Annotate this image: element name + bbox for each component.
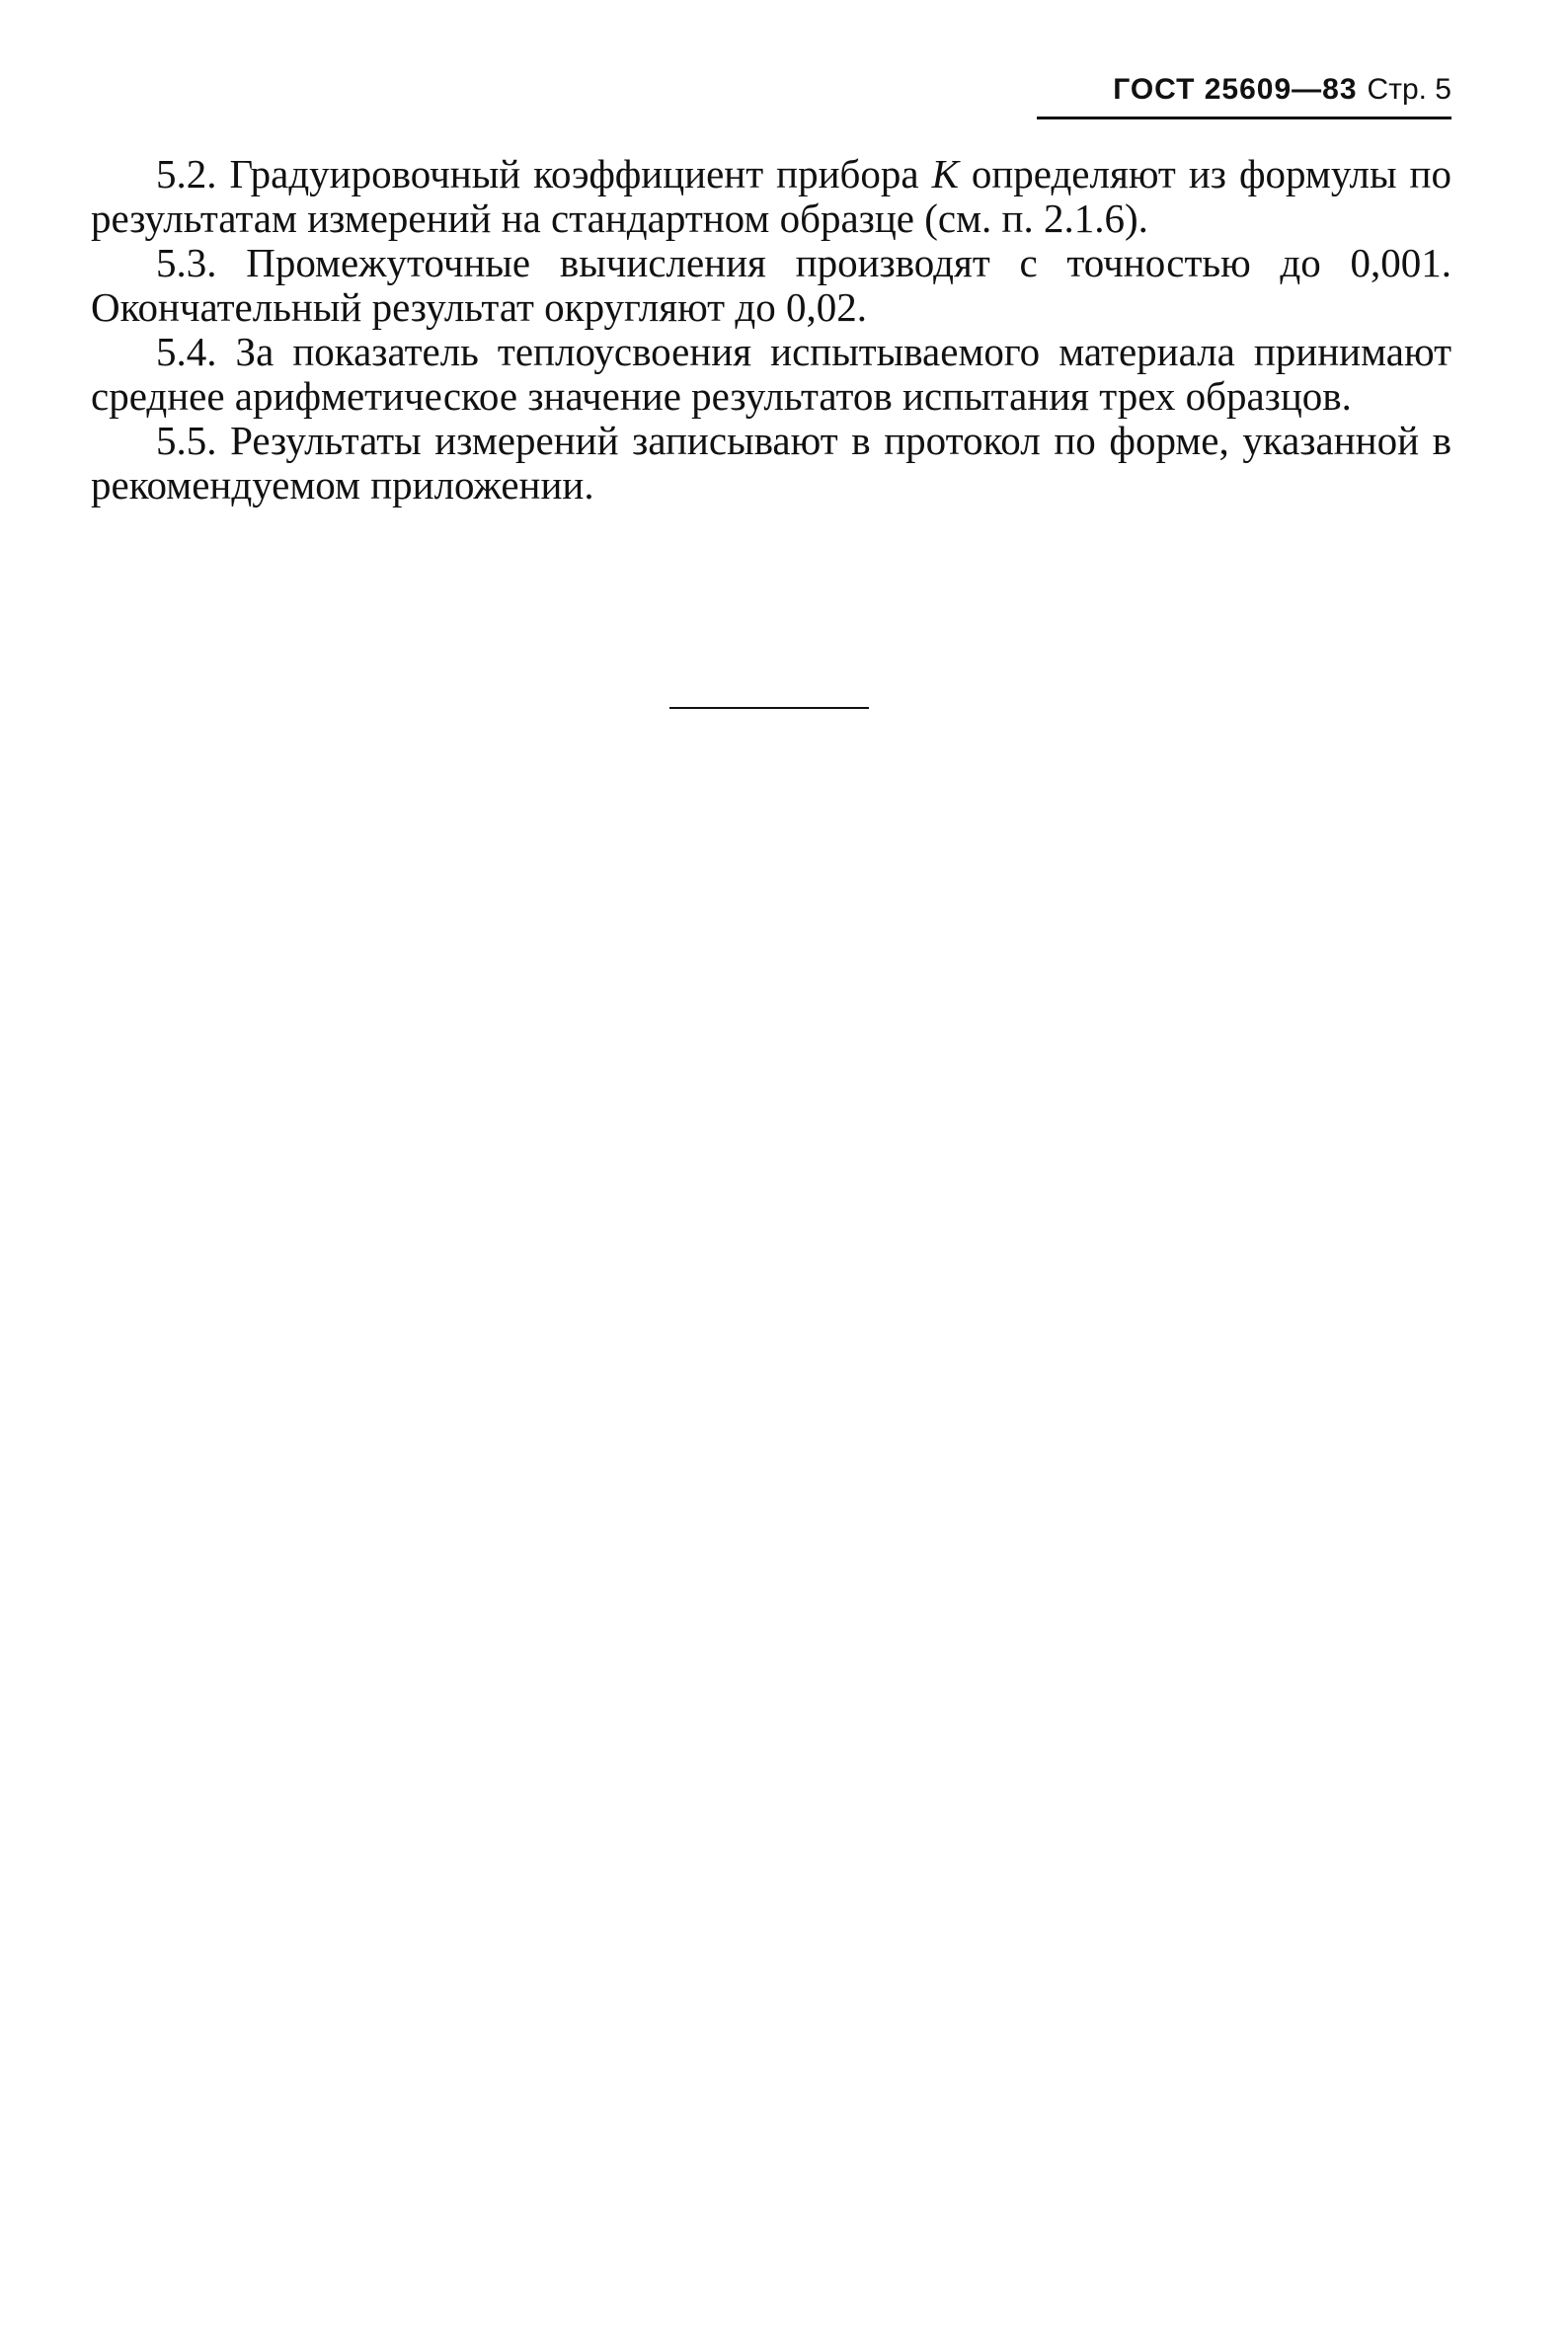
standard-designation: ГОСТ 25609—83 (1113, 73, 1358, 106)
end-of-text-rule (669, 707, 869, 709)
running-header (1037, 65, 1451, 119)
paragraph-5-2-text-end: определяют из формулы по результатам измерений на стандартном образце (см. п. 2.1.6). (91, 151, 1451, 241)
page-number: Стр. 5 (1367, 73, 1451, 106)
coefficient-symbol: К (931, 151, 959, 196)
paragraph-5-5: 5.5. Результаты измерений записывают в протокол по форме, указанной в рекомендуемом приложении. (91, 418, 1451, 508)
paragraph-5-3: 5.3. Промежуточные вычисления производят с точностью до 0,001. Окончательный результат округляют до 0,02. (91, 240, 1451, 330)
document-body (91, 152, 1451, 508)
paragraph-5-2-text-start: 5.2. Градуировочный коэффициент прибора (156, 151, 932, 196)
paragraph-5-2 (91, 152, 1451, 241)
paragraph-5-4: 5.4. За показатель теплоусвоения испытываемого материала принимают среднее арифметическое значение результатов испытания трех образцов. (91, 329, 1451, 419)
